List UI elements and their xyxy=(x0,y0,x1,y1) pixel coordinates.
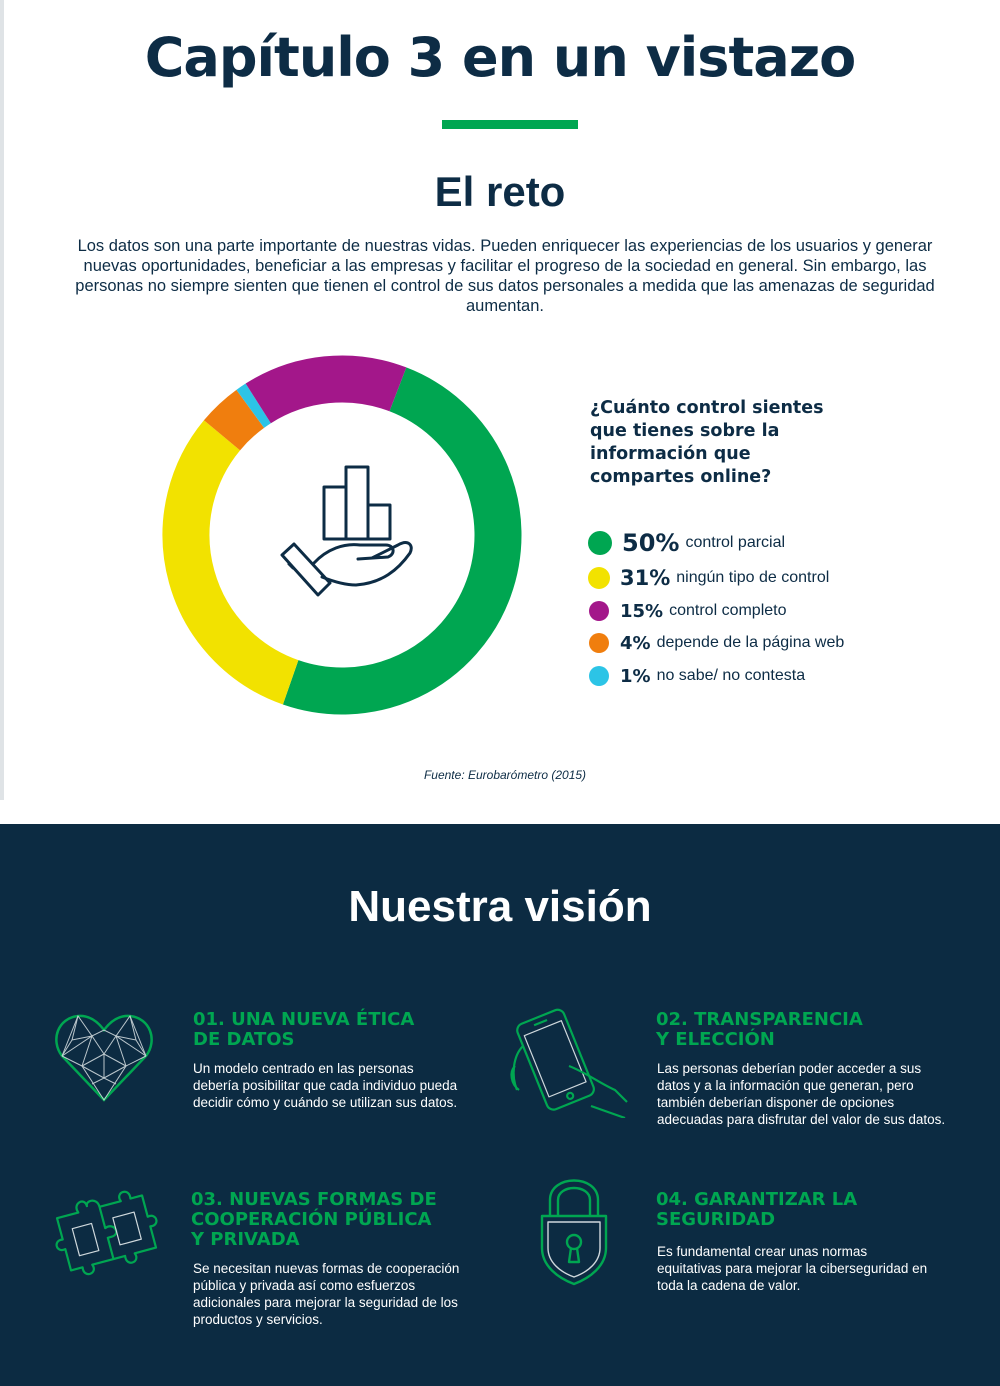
legend-label: control parcial xyxy=(685,534,786,551)
hand-holding-bar-chart-icon xyxy=(282,467,411,595)
legend-label: no sabe/ no contesta xyxy=(656,667,806,684)
donut-chart xyxy=(162,355,522,715)
legend-swatch xyxy=(589,633,609,653)
legend-item xyxy=(588,563,829,593)
legend-percent: 1% xyxy=(620,665,651,687)
icon-bar-3 xyxy=(368,505,390,539)
vision-heading-line: 01. UNA NUEVA ÉTICA xyxy=(193,1009,415,1030)
donut-slice-no-sabe-no-contesta xyxy=(250,403,258,408)
vision-section xyxy=(0,824,1000,1386)
legend-label: ningún tipo de control xyxy=(676,569,830,586)
icon-bar-2 xyxy=(346,467,368,539)
icon-cuff xyxy=(282,544,330,595)
icon-bar-1 xyxy=(324,487,346,539)
donut-slice-control-completo xyxy=(258,379,398,403)
legend-item xyxy=(588,596,786,626)
legend-item xyxy=(588,661,805,691)
donut-slice-ningún-tipo-de-control xyxy=(186,435,291,682)
hand-smartphone-icon xyxy=(505,1006,631,1118)
challenge-title: El reto xyxy=(434,168,566,215)
title-underline xyxy=(442,120,578,129)
vision-heading-line: Y PRIVADA xyxy=(191,1229,300,1250)
heart-network-icon xyxy=(52,1010,156,1106)
legend-label: depende de la página web xyxy=(656,634,845,651)
donut-slices xyxy=(186,379,498,691)
legend-percent: 50% xyxy=(622,529,680,557)
challenge-intro: Los datos son una parte importante de nuestras vidas. Pueden enriquecer las experiencias de los usuarios y generar nuevas oportunidades, beneficiar a las empresas y facilitar el progreso de la sociedad en general. Sin embargo, las personas no siempre sienten que tienen el control de sus datos personales a medida que las amenazas de seguridad aumentan. xyxy=(75,237,935,315)
chart-question: ¿Cuánto control sientes que tienes sobre la información que compartes online? xyxy=(590,398,824,487)
vision-heading-line: COOPERACIÓN PÚBLICA xyxy=(191,1209,432,1230)
legend-swatch xyxy=(588,531,612,555)
puzzle-pieces-icon xyxy=(50,1176,162,1286)
vision-heading-line: SEGURIDAD xyxy=(656,1209,776,1230)
vision-heading-line: 04. GARANTIZAR LA xyxy=(656,1189,858,1210)
vision-item-text: Las personas deberían poder acceder a sus datos y a la información que generan, pero también deberían disponer de opciones adecuadas para disfrutar del valor de sus datos. xyxy=(657,1061,946,1127)
vision-heading-line: 02. TRANSPARENCIA xyxy=(656,1009,863,1030)
left-edge-divider xyxy=(0,0,4,800)
donut-slice-depende-de-la-página-web xyxy=(222,409,250,435)
legend-item xyxy=(588,528,785,558)
vision-heading-line: 03. NUEVAS FORMAS DE xyxy=(191,1189,437,1210)
vision-item-text: Se necesitan nuevas formas de cooperación pública y privada así como esfuerzos adicionales para mejorar la seguridad de los productos y servicios. xyxy=(193,1261,460,1327)
vision-item-heading xyxy=(191,1190,437,1250)
vision-title: Nuestra visión xyxy=(348,882,652,931)
legend-swatch xyxy=(589,601,609,621)
vision-item-text: Un modelo centrado en las personas debería posibilitar que cada individuo pueda decidir cómo y cuándo se utilizan sus datos. xyxy=(193,1061,458,1110)
legend-item xyxy=(588,628,844,658)
vision-item-heading xyxy=(193,1010,414,1050)
legend-label: control completo xyxy=(669,602,787,619)
vision-heading-line: Y ELECCIÓN xyxy=(656,1029,775,1050)
vision-item-heading xyxy=(656,1190,857,1230)
donut-slice-control-parcial xyxy=(291,389,498,691)
icon-hand xyxy=(314,543,411,585)
vision-heading-line: DE DATOS xyxy=(193,1029,295,1050)
legend-swatch xyxy=(589,666,609,686)
legend-percent: 15% xyxy=(620,600,664,622)
chart-source: Fuente: Eurobarómetro (2015) xyxy=(423,768,587,782)
page-title: Capítulo 3 en un vistazo xyxy=(144,26,856,89)
legend-percent: 31% xyxy=(620,566,671,590)
legend-swatch xyxy=(588,567,610,589)
vision-item-heading xyxy=(656,1010,863,1050)
padlock-shield-icon xyxy=(536,1176,612,1286)
legend-percent: 4% xyxy=(620,632,651,654)
vision-item-text: Es fundamental crear unas normas equitativas para mejorar la ciberseguridad en toda la cadena de valor. xyxy=(657,1244,928,1293)
